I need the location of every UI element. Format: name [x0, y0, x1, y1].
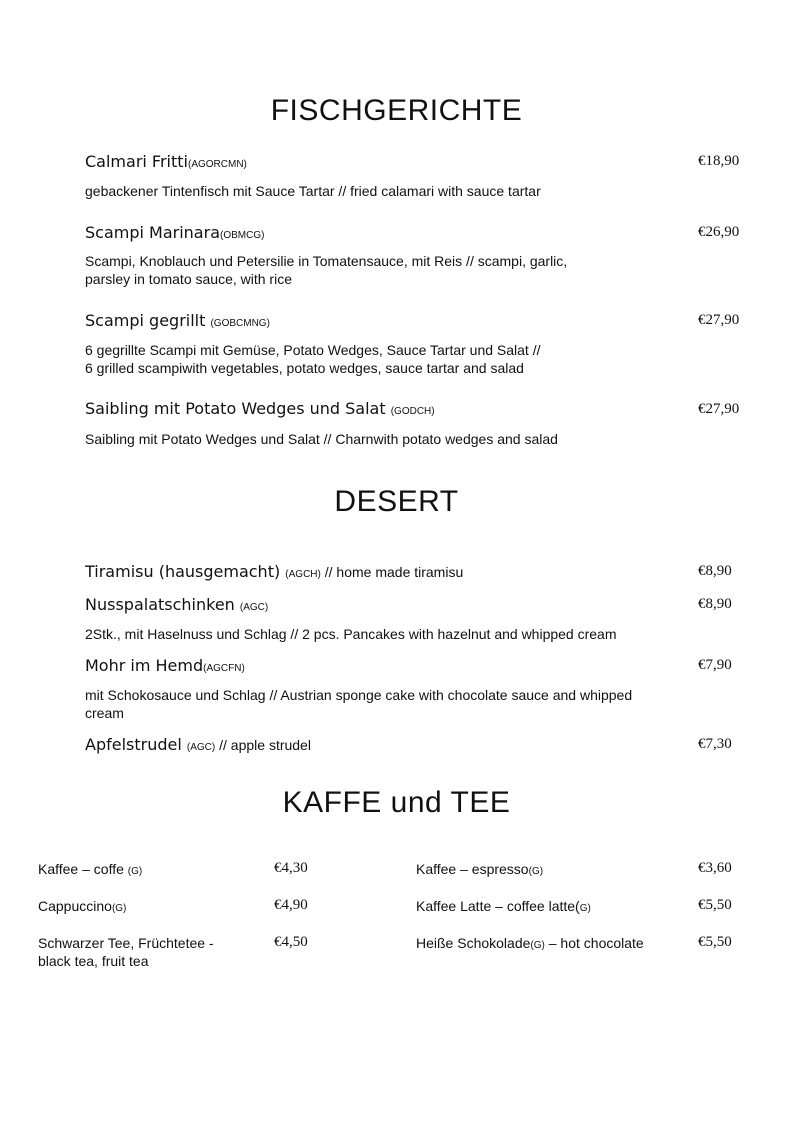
dish-calmari-fritti: [85, 152, 247, 171]
dish-name-text: Scampi gegrillt: [85, 311, 211, 330]
dish-tiramisu: [85, 562, 463, 581]
section-title-fish: FISCHGERICHTE: [270, 94, 523, 127]
dish-description: [85, 430, 558, 448]
drink-latte: [416, 897, 591, 918]
dish-name-text: Mohr im Hemd: [85, 656, 204, 675]
dish-name-text: Scampi Marinara: [85, 223, 220, 242]
drink-allergens: (G): [111, 903, 127, 914]
description-line: Saibling mit Potato Wedges und Salat // Charnwith potato wedges and salad: [85, 431, 558, 447]
dish-allergens: (AGC): [186, 742, 216, 753]
dish-saibling: [85, 399, 435, 418]
dish-translation: // apple strudel: [215, 737, 311, 753]
drink-kaffee: [38, 860, 142, 881]
drink-allergens: (G): [127, 866, 143, 877]
dish-allergens: (AGORCMN): [187, 159, 247, 170]
dish-translation: // home made tiramisu: [320, 564, 464, 580]
dish-name-text: Saibling mit Potato Wedges und Salat: [85, 399, 391, 418]
section-title-drinks: KAFFE und TEE: [282, 786, 511, 819]
dish-scampi-marinara: [85, 223, 264, 242]
drink-allergens: G): [579, 903, 591, 914]
dish-description: [85, 625, 617, 643]
dish-description: [85, 341, 541, 377]
drink-allergens: (G): [528, 866, 544, 877]
dish-name-text: Apfelstrudel: [85, 735, 187, 754]
description-line: Scampi, Knoblauch und Petersilie in Tomatensauce, mit Reis // scampi, garlic,: [85, 253, 568, 269]
description-line: 6 gegrillte Scampi mit Gemüse, Potato Wedges, Sauce Tartar und Salat //: [85, 342, 541, 358]
drink-price: €5,50: [698, 897, 732, 913]
dish-allergens: (AGCFN): [203, 663, 245, 674]
drink-label: Schwarzer Tee, Früchtetee -: [38, 935, 214, 951]
drink-price: €4,50: [274, 934, 308, 950]
description-line: cream: [85, 705, 124, 721]
drink-cappuccino: [38, 897, 126, 918]
drink-label-second-line: black tea, fruit tea: [38, 953, 149, 969]
drink-allergens: (G): [530, 940, 545, 951]
dish-price: €27,90: [698, 401, 740, 417]
dish-allergens: (OBMCG): [220, 230, 265, 241]
dish-scampi-gegrillt: [85, 311, 270, 330]
drink-price: €3,60: [698, 860, 732, 876]
dish-description: [85, 686, 632, 722]
drink-tea: [38, 934, 214, 970]
description-line: parsley in tomato sauce, with rice: [85, 271, 292, 287]
dish-price: €18,90: [698, 153, 740, 169]
drink-price: €5,50: [698, 934, 732, 950]
dish-allergens: (GOBCMNG): [210, 318, 270, 329]
dish-price: €7,30: [698, 736, 732, 752]
drink-label: Kaffee – espresso: [416, 861, 529, 877]
description-line: 2Stk., mit Haselnuss und Schlag // 2 pcs. Pancakes with hazelnut and whipped cream: [85, 626, 617, 642]
dish-description: [85, 182, 541, 200]
dish-price: €8,90: [698, 596, 732, 612]
dish-price: €26,90: [698, 224, 740, 240]
drink-label: Heiße Schokolade: [416, 935, 531, 951]
dish-allergens: (AGCH): [285, 569, 321, 580]
drink-label: Kaffee – coffe: [38, 861, 128, 877]
drink-hot-chocolate: [416, 934, 644, 955]
drink-translation: – hot chocolate: [544, 935, 644, 951]
section-title-dessert: DESERT: [334, 485, 459, 518]
dish-description: [85, 252, 567, 288]
dish-price: €27,90: [698, 312, 740, 328]
dish-price: €8,90: [698, 563, 732, 579]
dish-mohr-im-hemd: [85, 656, 245, 675]
dish-name-text: Tiramisu (hausgemacht): [85, 562, 286, 581]
description-line: gebackener Tintenfisch mit Sauce Tartar // fried calamari with sauce tartar: [85, 183, 541, 199]
dish-allergens: (AGC): [239, 602, 269, 613]
dish-allergens: (GODCH): [390, 406, 435, 417]
description-line: 6 grilled scampiwith vegetables, potato wedges, sauce tartar and salad: [85, 360, 524, 376]
dish-apfelstrudel: [85, 735, 311, 754]
dish-price: €7,90: [698, 657, 732, 673]
description-line: mit Schokosauce und Schlag // Austrian sponge cake with chocolate sauce and whipped: [85, 687, 633, 703]
drink-espresso: [416, 860, 543, 881]
drink-label: Cappuccino: [38, 898, 112, 914]
drink-price: €4,30: [274, 860, 308, 876]
dish-name-text: Calmari Fritti: [85, 152, 188, 171]
dish-nusspalatschinken: [85, 595, 268, 614]
drink-label: Kaffee Latte – coffee latte(: [416, 898, 580, 914]
dish-name-text: Nusspalatschinken: [85, 595, 240, 614]
drink-price: €4,90: [274, 897, 308, 913]
